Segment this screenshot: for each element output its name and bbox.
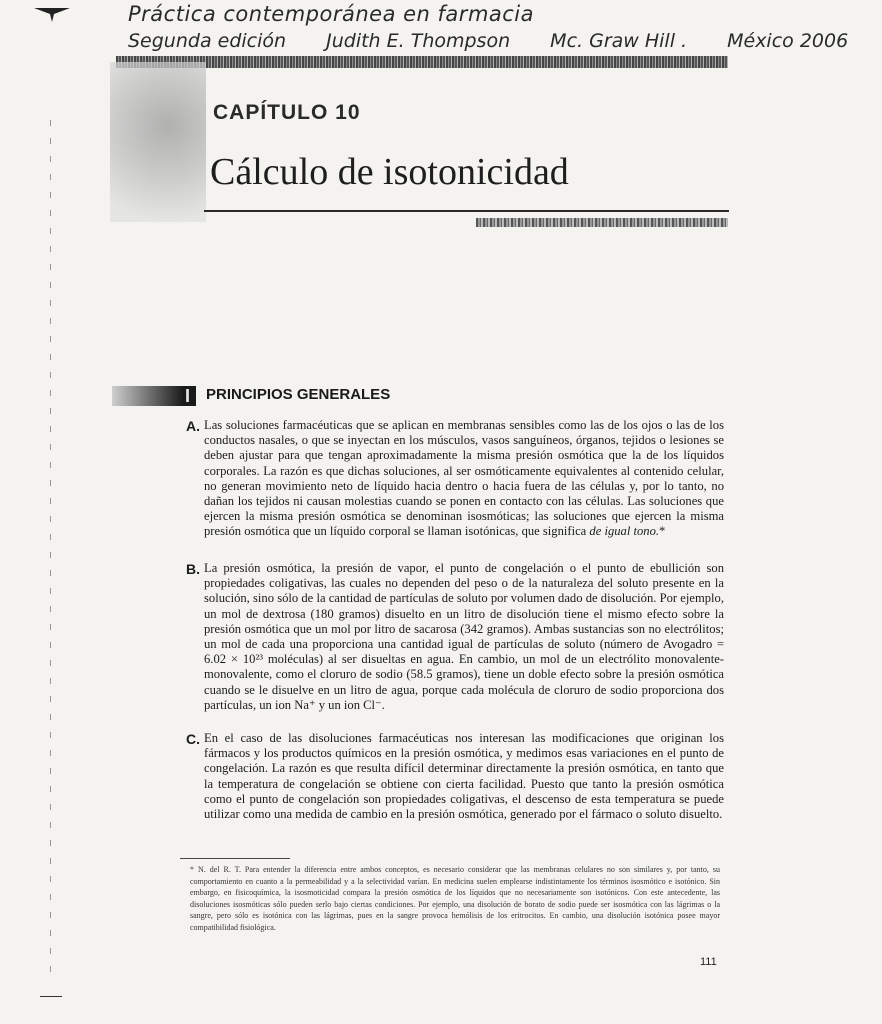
- handwritten-book-title: Práctica contemporánea en farmacia: [128, 2, 535, 26]
- footnote-marker: *: [659, 524, 666, 539]
- paragraph-text: [204, 418, 724, 540]
- section-number: I: [184, 386, 190, 406]
- footnote: * N. del R. T. Para entender la diferencia entre ambos conceptos, es necesario considerar que las membranas celulares no son similares y, por tanto, su comportamiento en cuanto a la permeabilidad y a la selectividad varían. En medicina suelen emplearse indistintamente los términos isosmótico e isotónico. Sin embargo, en fisicoquímica, la isosmoticidad compara la presión osmótica de los líquidos que no necesariamente son isotónicos. Con este antecedente, las disoluciones isosmóticas sólo pueden serlo bajo ciertas condiciones. Por ejemplo, una disolución de borato de sodio puede ser isosmótica con las lágrimas o la sangre, pero sólo es isotónica con las lágrimas, pues en la sangre provoca hemólisis de los eritrocitos. En cambio, una disolución isotónica posee mayor compatibilidad fisiológica.: [190, 865, 720, 932]
- handwritten-place: México 2006: [727, 30, 849, 52]
- handwritten-citation: [128, 30, 849, 52]
- paragraph-text: La presión osmótica, la presión de vapor, el punto de congelación o el punto de ebullición son propiedades coligativas, las cuales no dependen del peso o de la naturaleza del soluto presente en la solución, sino sólo de la cantidad de partículas de soluto por volumen dado de disolución. Por ejemplo, un mol de dextrosa (180 gramos) disuelto en un litro de disolución tiene el mismo efecto sobre la presión osmótica que un mol por litro de sacarosa (342 gramos). Ambas sustancias son no electrólitos; un mol de cada una proporciona una cantidad igual de partículas de soluto (número de Avogadro = 6.02 × 10²³ moléculas) al ser disueltas en agua. En cambio, un mol de un electrólito monovalente-monovalente, como el cloruro de sodio (58.5 gramos), tiene un doble efecto sobre la presión osmótica cuando se le disuelve en un litro de agua, porque cada molécula de cloruro de sodio proporciona dos partículas, un ion Na⁺ y un ion Cl⁻.: [204, 561, 724, 712]
- header-band: [116, 56, 728, 68]
- binding-margin-line: [50, 120, 51, 980]
- footnote-rule: [180, 858, 290, 859]
- section-title: PRINCIPIOS GENERALES: [206, 386, 391, 403]
- chapter-title: Cálculo de isotonicidad: [210, 151, 569, 193]
- section-number-block: [112, 386, 196, 406]
- paragraph-text: En el caso de las disoluciones farmacéuticas nos interesan las modificaciones que originan los fármacos y los productos químicos en la presión osmótica, y medimos esas variaciones en el punto de congelación. La razón es que resulta difícil determinar directamente la presión osmótica, en tanto que la temperatura de congelación se obtiene con cierta facilidad. Puesto que tanto la presión osmótica como el punto de congelación son propiedades coligativas, el descenso de esta temperatura se puede utilizar como una medida de cambio en la presión osmótica, generado por el fármaco o soluto disuelto.: [204, 731, 724, 822]
- paragraph-emphasis: de igual tono.: [589, 524, 660, 539]
- handwritten-publisher: Mc. Graw Hill .: [550, 30, 688, 52]
- handwritten-author: Judith E. Thompson: [326, 30, 511, 52]
- corner-mark-icon: [32, 4, 72, 24]
- paragraph-letter: C.: [186, 731, 200, 747]
- paragraph-b: [186, 561, 724, 713]
- binding-tick: [40, 996, 62, 997]
- chapter-shade-block: [110, 62, 206, 222]
- title-rule: [204, 210, 729, 212]
- paragraph-text-main: Las soluciones farmacéuticas que se aplican en membranas sensibles como las de los ojos o las de los conductos nasales, o que se inyectan en los músculos, vasos sanguíneos, órganos, tejidos o lesiones se deben ajustar para que tengan aproximadamente la misma presión osmótica que la de los líquidos corporales. La razón es que dichas soluciones, al ser osmóticamente equivalentes al contenido celular, no generan movimiento neto de líquido hacia dentro o hacia fuera de las células y, por lo tanto, no dañan los tejidos ni causan molestias cuando se ponen en contacto con las células. Las soluciones que ejercen la misma presión osmótica se denominan isosmóticas; las soluciones que ejercen la misma presión osmótica que un líquido corporal se llaman isotónicas, que significa: [204, 418, 724, 539]
- page-number: 111: [700, 956, 717, 968]
- handwritten-edition: Segunda edición: [128, 30, 287, 52]
- paragraph-a: [186, 418, 724, 540]
- title-band: [476, 218, 728, 227]
- paragraph-letter: A.: [186, 418, 200, 434]
- paragraph-letter: B.: [186, 561, 200, 577]
- paragraph-c: [186, 731, 724, 822]
- chapter-label: CAPÍTULO 10: [213, 101, 361, 124]
